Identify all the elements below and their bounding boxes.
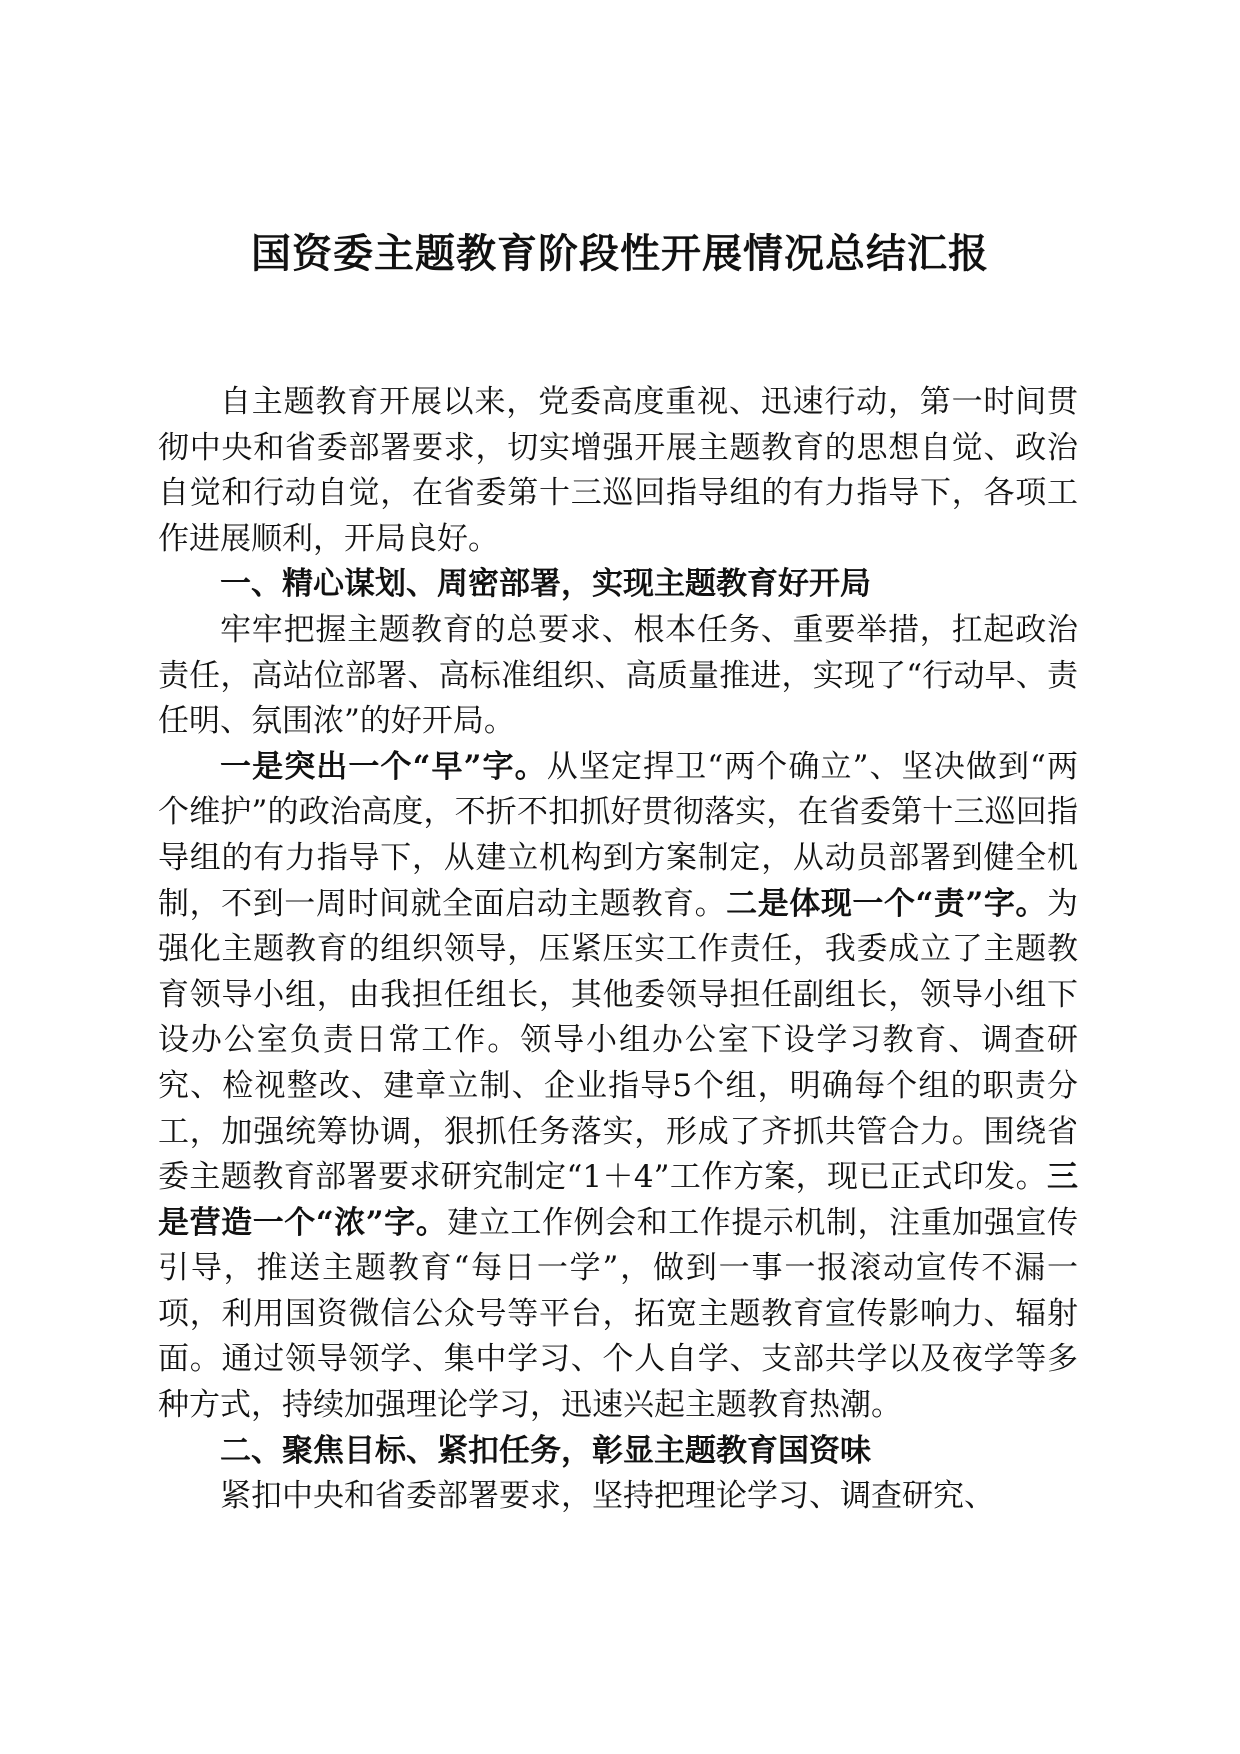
point-3-text: 建立工作例会和工作提示机制，注重加强宣传引导，推送主题教育“每日一学”，做到一事一报滚动宣传不漏一项，利用国资微信公众号等平台，拓宽主题教育宣传影响力、辐射面。通过领导领学、集中学习、个人自学、支部共学以及夜学等多种方式，持续加强理论学习，迅速兴起主题教育热潮。 [158,1204,1078,1424]
section-1-points-paragraph [158,745,1078,1429]
point-2-text: 为强化主题教育的组织领导，压紧压实工作责任，我委成立了主题教育领导小组，由我担任组长，其他委领导担任副组长，领导小组下设办公室负责日常工作。领导小组办公室下设学习教育、调查研究、检视整改、建章立制、企业指导5个组，明确每个组的职责分工，加强统筹协调，狠抓任务落实，形成了齐抓共管合力。围绕省委主题教育部署要求研究制定“1＋4”工作方案，现已正式印发。 [158,885,1078,1196]
intro-paragraph: 自主题教育开展以来，党委高度重视、迅速行动，第一时间贯彻中央和省委部署要求，切实增强开展主题教育的思想自觉、政治自觉和行动自觉，在省委第十三巡回指导组的有力指导下，各项工作进展顺利，开局良好。 [158,384,1078,557]
point-1-lead: 一是突出一个“早”字。 [220,748,547,785]
section-2-heading: 二、聚焦目标、紧扣任务，彰显主题教育国资味 [220,1432,871,1469]
document-title: 国资委主题教育阶段性开展情况总结汇报 [251,230,989,277]
section-1-heading: 一、精心谋划、周密部署，实现主题教育好开局 [220,566,871,603]
point-3-lead: 三是营造一个“浓”字。 [158,1159,1078,1241]
document-body [158,380,1078,1520]
section-2-intro-paragraph: 紧扣中央和省委部署要求，坚持把理论学习、调查研究、 [220,1478,995,1515]
point-1-text: 从坚定捍卫“两个确立”、坚决做到“两个维护”的政治高度，不折不扣抓好贯彻落实，在省委第十三巡回指导组的有力指导下，从建立机构到方案制定，从动员部署到健全机制，不到一周时间就全面启动主题教育。 [158,748,1078,922]
section-1-intro-paragraph: 牢牢把握主题教育的总要求、根本任务、重要举措，扛起政治责任，高站位部署、高标准组织、高质量推进，实现了“行动早、责任明、氛围浓”的好开局。 [158,611,1078,740]
point-2-lead: 二是体现一个“责”字。 [726,885,1047,922]
